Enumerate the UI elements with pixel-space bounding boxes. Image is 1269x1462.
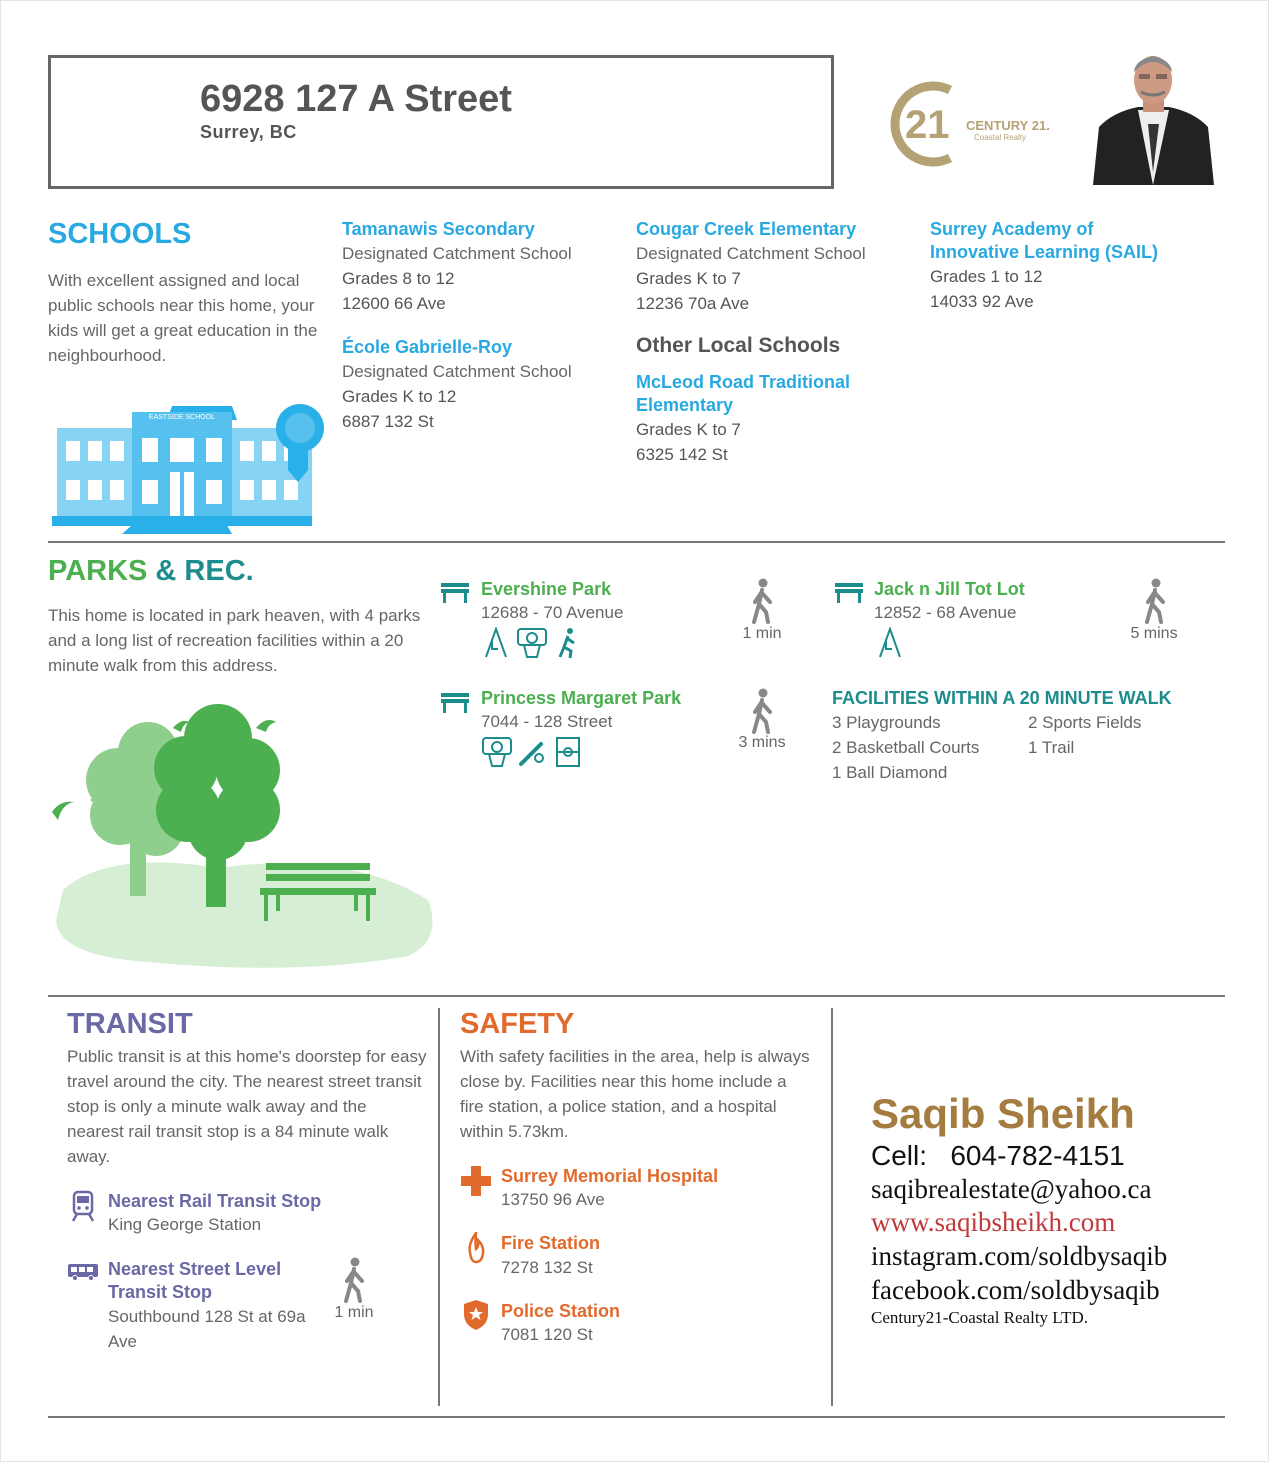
hospital-cross-icon: [460, 1165, 492, 1197]
facility-item: 2 Sports Fields: [1028, 713, 1142, 732]
train-icon: [71, 1190, 95, 1222]
agent-cell-number[interactable]: 604-782-4151: [950, 1140, 1125, 1171]
street-stop-title-line2[interactable]: Transit Stop: [108, 1282, 213, 1302]
parks-title-b: & REC.: [147, 555, 254, 587]
agent-website-link[interactable]: www.saqibsheikh.com: [871, 1207, 1116, 1237]
divider-parks: [48, 995, 1225, 997]
facility-item: 2 Basketball Courts: [832, 738, 980, 757]
school-type: Designated Catchment School: [342, 244, 572, 263]
rail-station-name: King George Station: [108, 1215, 262, 1234]
hospital-address: 13750 96 Ave: [501, 1190, 605, 1209]
walk-time-transit: 1 min: [334, 1304, 374, 1321]
schools-title: SCHOOLS: [48, 218, 192, 250]
divider-vertical-1: [438, 1008, 440, 1406]
address-box: [48, 55, 834, 189]
park-illustration: [48, 700, 438, 986]
logo-sub: Coastal Realty: [974, 133, 1027, 142]
walking-person-icon: [340, 1257, 368, 1303]
police-station-address: 7081 120 St: [501, 1325, 593, 1344]
school-name-line2[interactable]: Elementary: [636, 395, 734, 415]
agent-cell-label: Cell:: [871, 1140, 928, 1171]
other-schools-title: Other Local Schools: [636, 334, 841, 357]
playground-icon: [876, 627, 904, 659]
street-stop-title-line1[interactable]: Nearest Street Level: [108, 1259, 282, 1279]
parks-title: [48, 555, 254, 588]
city-label: Surrey, BC: [200, 122, 297, 142]
school-type: Designated Catchment School: [342, 362, 572, 381]
school-address: 6887 132 St: [342, 412, 434, 431]
schools-intro: With excellent assigned and local public schools near this home, your kids will get a great education in the neighbourhood.: [48, 271, 318, 365]
rail-stop-title[interactable]: Nearest Rail Transit Stop: [108, 1191, 322, 1211]
school-grades: Grades K to 12: [342, 387, 457, 406]
agent-instagram-link[interactable]: instagram.com/soldbysaqib: [871, 1241, 1168, 1271]
school-grades: Grades K to 7: [636, 420, 741, 439]
facility-item: 1 Trail: [1028, 738, 1075, 757]
walk-time-jackjill: 5 mins: [1130, 625, 1178, 642]
school-name-line1[interactable]: McLeod Road Traditional: [636, 372, 851, 392]
bench-icon: [834, 581, 864, 605]
basketball-icon: [516, 627, 548, 659]
school-name[interactable]: École Gabrielle-Roy: [342, 337, 513, 357]
fire-station-address: 7278 132 St: [501, 1258, 593, 1277]
school-address: 12600 66 Ave: [342, 294, 446, 313]
school-name[interactable]: Cougar Creek Elementary: [636, 219, 857, 239]
park-name-margaret[interactable]: Princess Margaret Park: [481, 688, 682, 708]
safety-intro: With safety facilities in the area, help is always close by. Facilities near this home include a fire station, a police station, and a hospital within 5.73km.: [460, 1047, 810, 1141]
playground-icon: [482, 627, 510, 659]
park-address-evershine: 12688 - 70 Avenue: [481, 603, 624, 622]
street-stop-line1: Southbound 128 St at 69a: [108, 1307, 306, 1326]
baseball-bat-icon: [517, 736, 549, 768]
school-grades: Grades 8 to 12: [342, 269, 455, 288]
sports-field-icon: [555, 736, 581, 768]
basketball-icon: [481, 736, 513, 768]
park-address-margaret: 7044 - 128 Street: [481, 712, 613, 731]
school-tamanawis: [342, 218, 572, 316]
walking-person-icon: [748, 688, 776, 734]
police-station-name[interactable]: Police Station: [501, 1301, 621, 1321]
school-gabrielle-roy: [342, 336, 572, 434]
street-stop-block: [108, 1258, 306, 1354]
agent-facebook-link[interactable]: facebook.com/soldbysaqib: [871, 1275, 1160, 1305]
hospital-name[interactable]: Surrey Memorial Hospital: [501, 1166, 719, 1186]
agent-name: Saqib Sheikh: [871, 1090, 1135, 1137]
school-type: Designated Catchment School: [636, 244, 866, 263]
agent-email[interactable]: saqibrealestate@yahoo.ca: [871, 1174, 1152, 1204]
park-name-evershine[interactable]: Evershine Park: [481, 579, 612, 599]
school-name-line2[interactable]: Innovative Learning (SAIL): [930, 242, 1159, 262]
transit-intro: Public transit is at this home's doorstep for easy travel around the city. The nearest street transit stop is only a minute walk away and the nearest rail transit stop is a 84 minute walk away.: [67, 1047, 427, 1166]
agent-cell: [871, 1140, 1125, 1172]
bench-icon: [440, 691, 470, 715]
park-name-jackjill[interactable]: Jack n Jill Tot Lot: [874, 579, 1025, 599]
street-stop-line2: Ave: [108, 1332, 137, 1351]
fire-station-name[interactable]: Fire Station: [501, 1233, 601, 1253]
facilities-title: FACILITIES WITHIN A 20 MINUTE WALK: [832, 688, 1172, 708]
school-cougar-creek: [636, 218, 866, 316]
walk-time-margaret: 3 mins: [738, 734, 786, 751]
school-sail: [930, 218, 1158, 314]
police-badge-icon: [463, 1299, 489, 1331]
fire-icon: [466, 1232, 486, 1264]
school-address: 6325 142 St: [636, 445, 728, 464]
school-building-illustration: [52, 398, 332, 536]
century21-logo: [884, 78, 1064, 168]
parks-intro: This home is located in park heaven, with 4 parks and a long list of recreation facilities within a 20 minute walk from this address.: [48, 606, 421, 675]
school-name[interactable]: Tamanawis Secondary: [342, 219, 535, 239]
bus-icon: [67, 1262, 99, 1282]
school-grades: Grades 1 to 12: [930, 267, 1043, 286]
school-grades: Grades K to 7: [636, 269, 741, 288]
runner-icon: [556, 627, 580, 659]
school-address: 12236 70a Ave: [636, 294, 750, 313]
walk-time-evershine: 1 min: [742, 625, 782, 642]
school-mcleod: [636, 371, 850, 467]
logo-number: 21: [905, 103, 950, 147]
walking-person-icon: [1141, 578, 1169, 624]
facility-item: 1 Ball Diamond: [832, 763, 948, 782]
divider-schools: [48, 541, 1225, 543]
agent-company: Century21-Coastal Realty LTD.: [871, 1308, 1089, 1327]
divider-vertical-2: [831, 1008, 833, 1406]
transit-title: TRANSIT: [67, 1008, 193, 1040]
school-name-line1[interactable]: Surrey Academy of: [930, 219, 1094, 239]
street-address: 6928 127 A Street: [200, 78, 512, 120]
school-building-label: EASTSIDE SCHOOL: [148, 414, 216, 421]
divider-bottom: [48, 1416, 1225, 1418]
parks-title-a: PARKS: [48, 555, 148, 587]
safety-title: SAFETY: [460, 1008, 575, 1040]
logo-name: CENTURY 21.: [966, 118, 1050, 133]
agent-photo: [1093, 52, 1214, 185]
school-address: 14033 92 Ave: [930, 292, 1034, 311]
bench-icon: [440, 581, 470, 605]
facility-item: 3 Playgrounds: [832, 713, 941, 732]
park-address-jackjill: 12852 - 68 Avenue: [874, 603, 1017, 622]
walking-person-icon: [748, 578, 776, 624]
